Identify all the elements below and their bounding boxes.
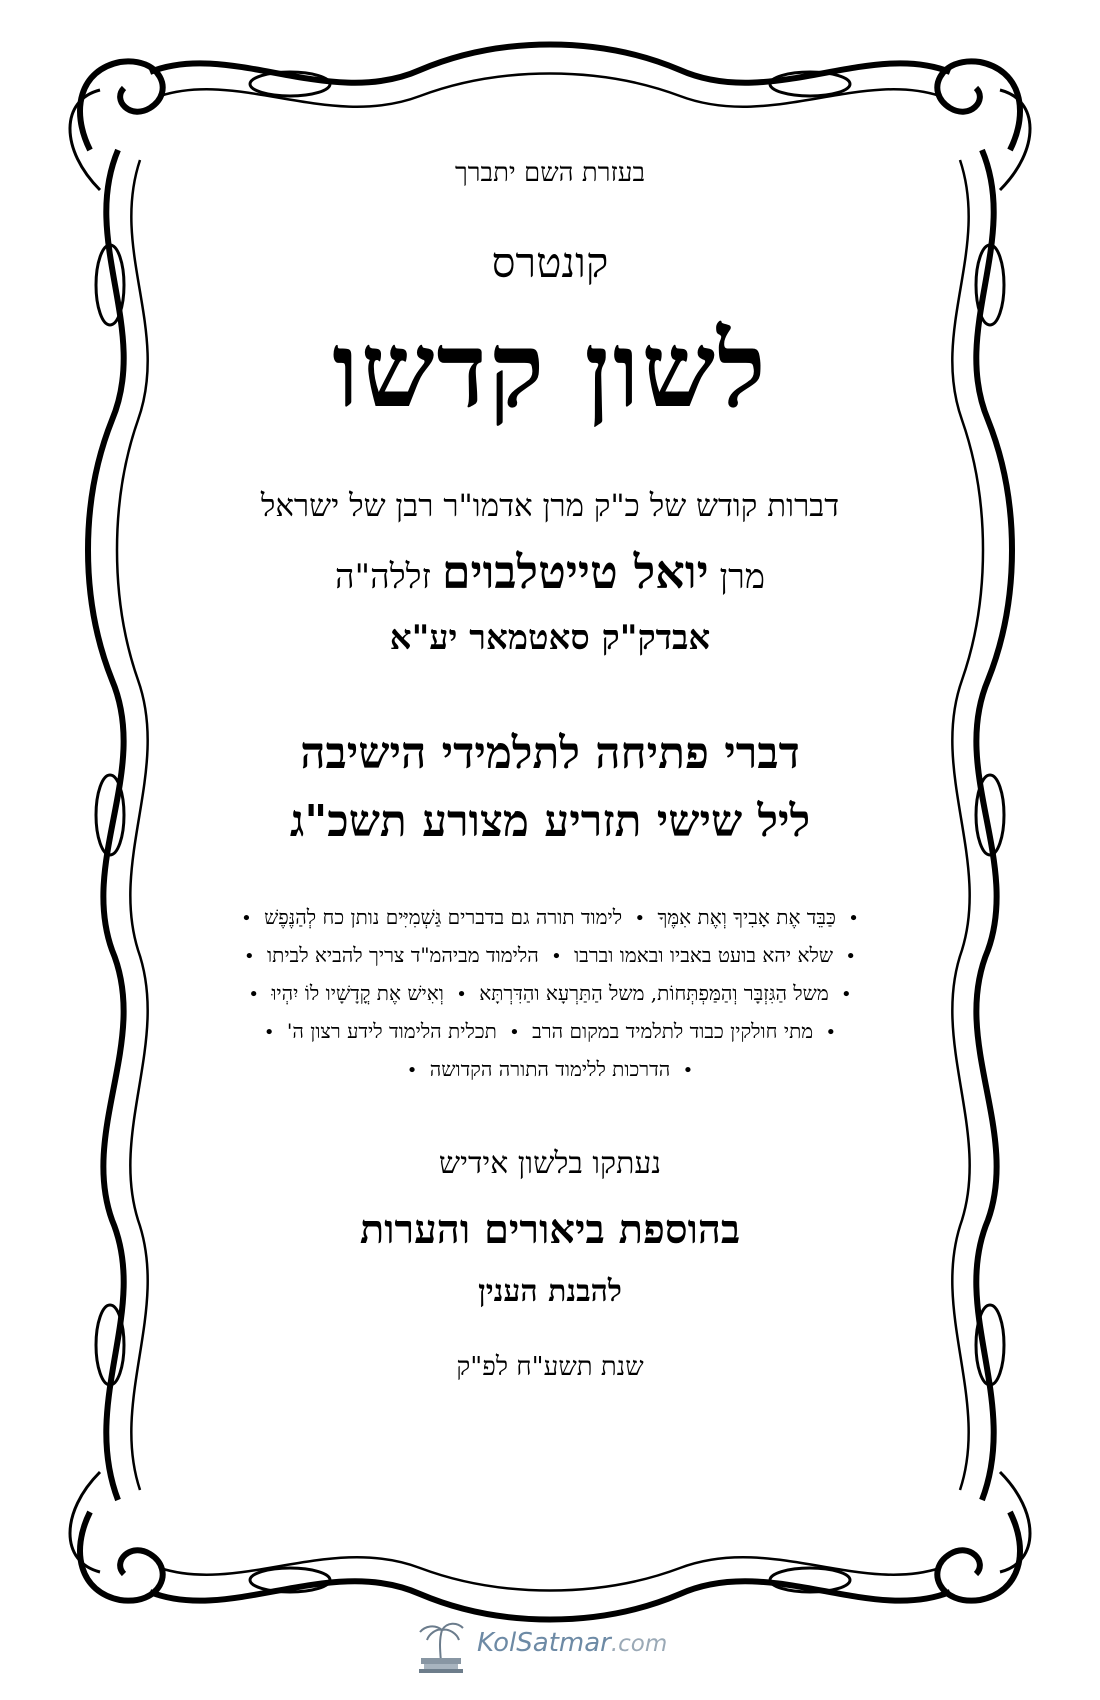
- topic-line-1: [180, 898, 920, 936]
- speaker-suffix: זללה"ה: [334, 557, 432, 597]
- speaker-prefix: מרן: [719, 557, 766, 597]
- brand-suffix: .com: [610, 1631, 668, 1657]
- blessing-line: בעזרת השם יתברך: [455, 158, 645, 188]
- palm-tree-books-icon: [415, 1618, 467, 1674]
- topic-item: מתי חולקין כבוד לתלמיד במקום הרב: [532, 1019, 814, 1043]
- understanding-line: להבנת הענין: [478, 1274, 622, 1309]
- topics-list: [180, 898, 920, 1088]
- bullet-icon: •: [406, 1060, 418, 1081]
- bullet-icon: •: [551, 946, 562, 967]
- topic-item: כַּבֵּד אֶת אָבִיךָ וְאֶת אִמֶּךָ: [657, 905, 836, 929]
- brand-text: KolSatmar: [477, 1628, 611, 1658]
- topic-line-3: [180, 974, 920, 1012]
- speaker-name: יואל טייטלבוים: [441, 545, 709, 599]
- occasion-line-2: ליל שישי תזריע מצורע תשכ"ג: [289, 796, 811, 847]
- topic-item: שלא יהא בועט באביו ובאמו וברבו: [574, 943, 833, 967]
- topic-item: לימוד תורה גם בדברים גַּשְׁמִיִּים נותן כח לְהַנֶּפֶשׁ: [264, 905, 623, 929]
- bullet-icon: •: [248, 984, 259, 1005]
- topic-item: הדרכות ללימוד התורה הקדושה: [429, 1057, 671, 1081]
- kolsatmar-logo[interactable]: [415, 1618, 685, 1676]
- bullet-icon: •: [241, 908, 252, 929]
- bullet-icon: •: [244, 946, 255, 967]
- speaker-title: אבדק"ק סאטמאר יע"א: [389, 618, 711, 658]
- topic-item: וְאִישׁ אֶת קֳדָשָׁיו לוֹ יִהְיוּ: [271, 981, 444, 1005]
- book-title: לשון קדשו: [332, 308, 768, 431]
- kuntres-label: קונטרס: [491, 238, 609, 287]
- bullet-icon: •: [509, 1022, 520, 1043]
- bullet-icon: •: [634, 908, 646, 929]
- bullet-icon: •: [841, 984, 852, 1005]
- bullet-icon: •: [456, 984, 467, 1005]
- topic-item: משל הַגִּזְבָּר וְהַמַּפְתְּחוֹת, משל הַתַּרְעָא והַדִּרְתָּא: [479, 981, 829, 1005]
- topic-item: הלימוד מביהמ"ד צריך להביא לביתו: [267, 943, 539, 967]
- topic-line-5: [180, 1050, 920, 1088]
- additions-line: בהוספת ביאורים והערות: [359, 1206, 741, 1253]
- corner-swirl-top-right: [937, 61, 1030, 190]
- bullet-icon: •: [845, 946, 856, 967]
- brand-name: [477, 1628, 667, 1658]
- year-line: שנת תשע"ח לפ"ק: [456, 1352, 644, 1382]
- corner-swirl-top-left: [70, 61, 163, 190]
- bullet-icon: •: [848, 908, 859, 929]
- occasion-line-1: דברי פתיחה לתלמידי הישיבה: [300, 728, 800, 779]
- speaker-description: דברות קודש של כ"ק מרן אדמו"ר רבן של ישראל: [260, 488, 840, 524]
- title-page: [200, 140, 900, 1460]
- speaker-name-line: [200, 545, 900, 599]
- translation-note: נעתקו בלשון אידיש: [438, 1146, 662, 1181]
- topic-line-2: [180, 936, 920, 974]
- topic-item: תכלית הלימוד לידע רצון ה': [286, 1019, 497, 1043]
- bullet-icon: •: [263, 1022, 275, 1043]
- bullet-icon: •: [825, 1022, 837, 1043]
- topic-line-4: [180, 1012, 920, 1050]
- bullet-icon: •: [682, 1060, 694, 1081]
